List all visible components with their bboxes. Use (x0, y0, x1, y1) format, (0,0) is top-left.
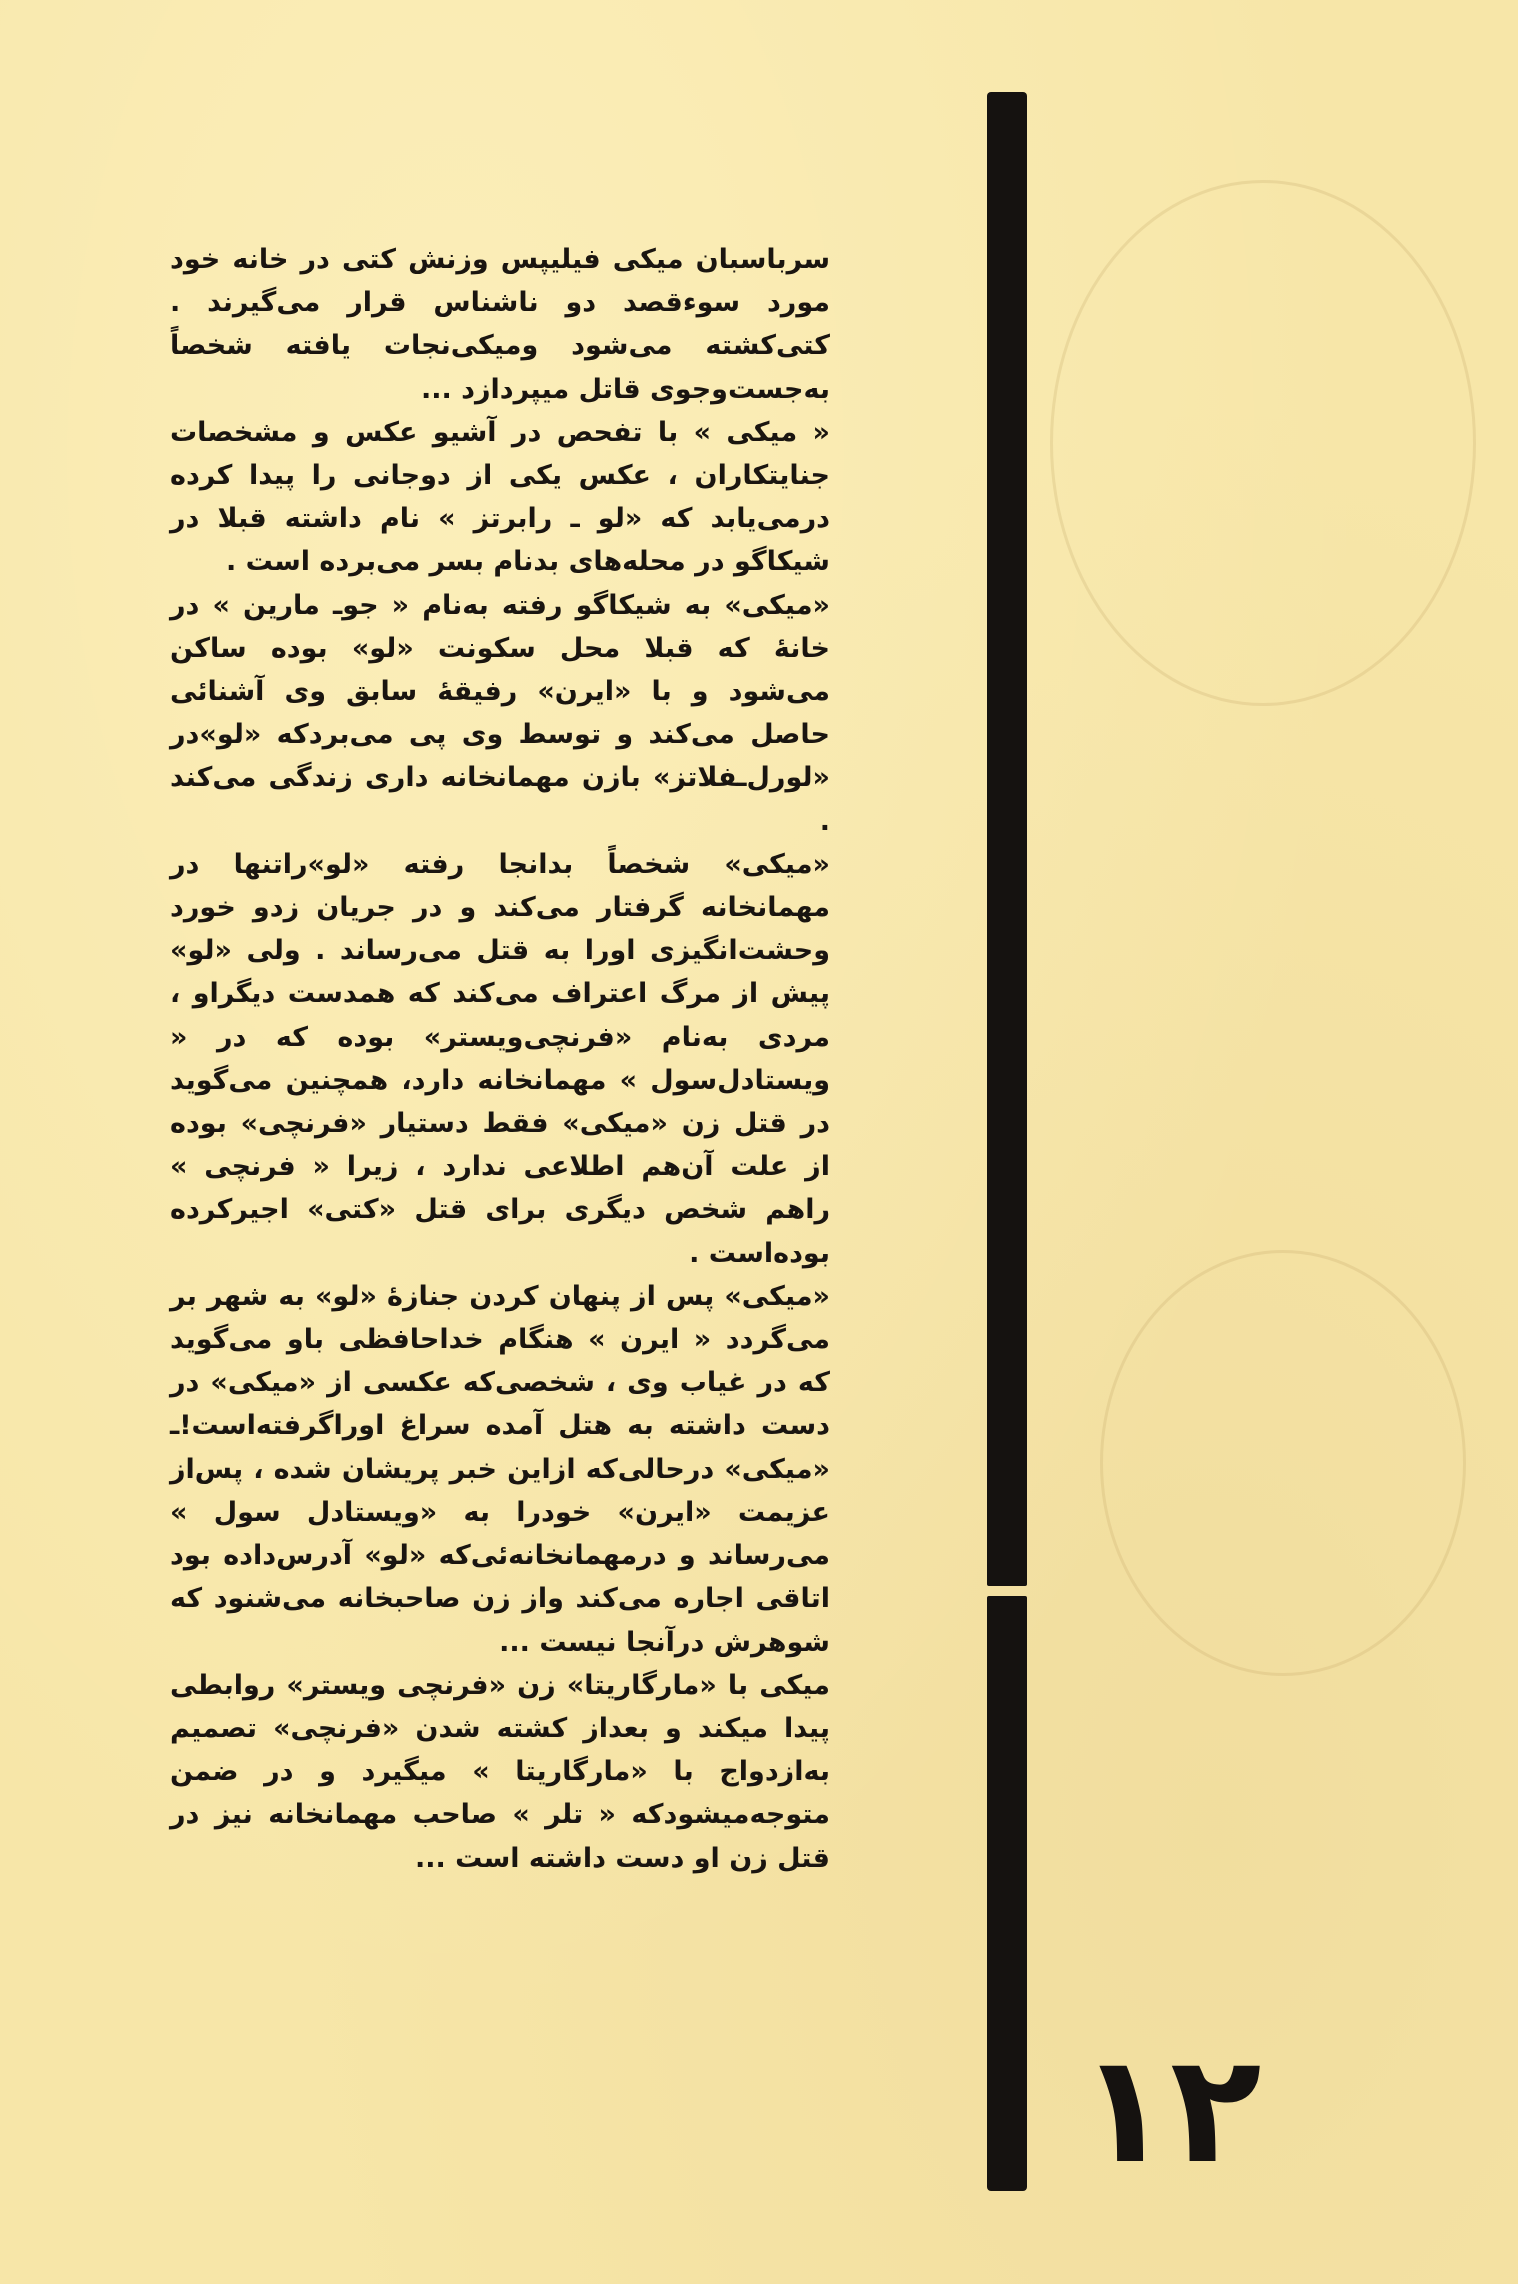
background-faded-illustration-2 (1100, 1250, 1466, 1676)
page-number: ۱۲ (1078, 2023, 1262, 2197)
vertical-divider-bar-bottom (987, 1596, 1027, 2191)
synopsis-paragraph-3: «میکی» به شیکاگو رفته به‌نام « جوـ مارین » در خانهٔ که قبلا محل سکونت «لو» بوده ساکن می‌شود و با «ایرن» رفیقهٔ سابق وی آشنائی حاصل می‌کند و توسط وی پی می‌بردکه «لو»در «لورل‌ـفلاتز» بازن مهمانخانه داری زندگی می‌کند . (170, 589, 830, 837)
background-faded-illustration (1050, 180, 1476, 706)
synopsis-paragraph-2: « میکی » با تفحص در آشیو عکس و مشخصات جنایتکاران ، عکس یکی از دوجانی را پیدا کرده درمی‌یابد که «لو ـ رابرتز » نام داشته قبلا در شیکاگو در محله‌های بدنام بسر می‌برده است . (170, 416, 830, 578)
vertical-divider-bar-top (987, 92, 1027, 1586)
synopsis-paragraph-1: سرباسبان میکی فیلیپس وزنش کتی در خانه خود مورد سوءقصد دو ناشناس قرار می‌گیرند . کتی‌کشته می‌شود ومیکی‌نجات یافته شخصاً به‌جست‌وجوی قاتل میپردازد ... (170, 244, 830, 405)
synopsis-paragraph-5: «میکی» پس از پنهان کردن جنازهٔ «لو» به شهر بر می‌گردد « ایرن » هنگام خداحافظی باو می‌گوید که در غیاب وی ، شخصی‌که عکسی از «میکی» در دست داشته به هتل آمده سراغ اوراگرفته‌است!ـ «میکی» درحالی‌که ازاین خبر پریشان شده ، پس‌از عزیمت «ایرن» خودرا به «ویستادل سول » می‌رساند و درمهمانخانه‌ئی‌که «لو» آدرس‌داده بود اتاقی اجاره می‌کند واز زن صاحبخانه می‌شنود که شوهرش درآنجا نیست ... (170, 1280, 830, 1658)
synopsis-paragraph-4: «میکی» شخصاً بدانجا رفته «لو»راتنها در مهمانخانه گرفتار می‌کند و در جریان زدو خورد وحشت‌انگیزی اورا به قتل می‌رساند . ولی «لو» پیش از مرگ اعتراف می‌کند که همدست دیگراو ، مردی به‌نام «فرنچی‌ویستر» بوده که در « ویستادل‌سول » مهمانخانه دارد، همچنین می‌گوید در قتل زن «میکی» فقط دستیار «فرنچی» بوده از علت آن‌هم اطلاعی ندارد ، زیرا « فرنچی » راهم شخص دیگری برای قتل «کتی» اجیرکرده بوده‌است . (170, 848, 830, 1269)
synopsis-paragraph-6: میکی با «مارگاریتا» زن «فرنچی ویستر» روابطی پیدا میکند و بعداز کشته شدن «فرنچی» تصمیم به‌ازدواج با «مارگاریتا » میگیرد و در ضمن متوجه‌میشودکه « تلر » صاحب مهمانخانه نیز در قتل زن او دست داشته است ... (170, 1669, 830, 1874)
story-synopsis (170, 238, 830, 1880)
